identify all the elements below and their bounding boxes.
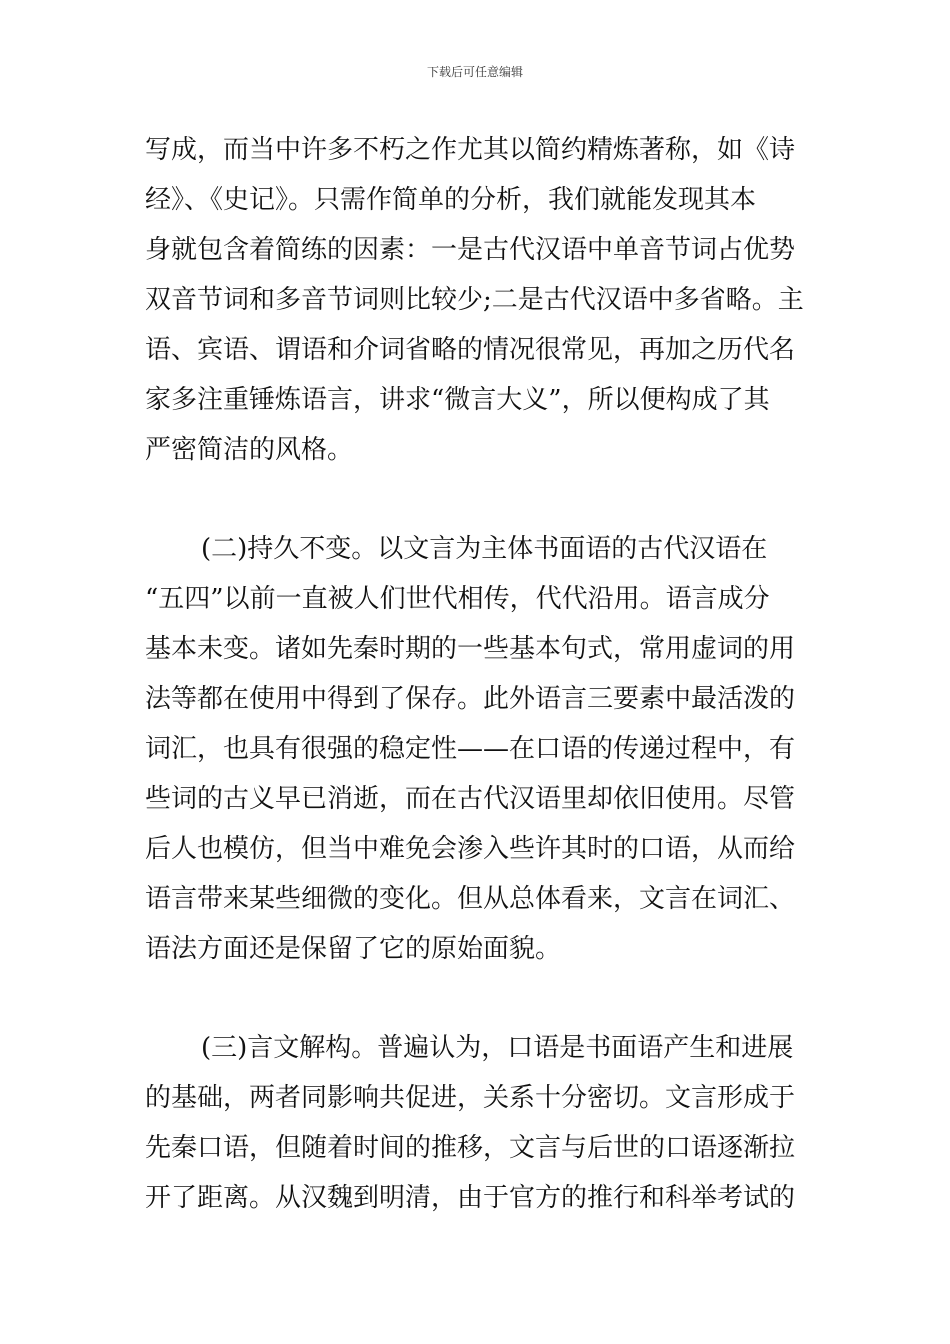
text-line-indented: (二)持久不变。以文言为主体书面语的古代汉语在 — [201, 534, 768, 564]
text-line: 法等都在使用中得到了保存。此外语言三要素中最活泼的 — [145, 684, 796, 714]
text-line: 身就包含着简练的因素：一是古代汉语中单音节词占优势 — [145, 235, 796, 265]
text-line: 语法方面还是保留了它的原始面貌。 — [145, 934, 562, 964]
text-line: 后人也模仿，但当中难免会渗入些许其时的口语，从而给 — [145, 834, 796, 864]
text-line: 的基础，两者同影响共促进，关系十分密切。文言形成于 — [145, 1083, 796, 1113]
paragraph-1 — [145, 125, 807, 475]
text-line: 先秦口语，但随着时间的推移，文言与后世的口语逐渐拉 — [145, 1133, 796, 1163]
text-line: 语、宾语、谓语和介词省略的情况很常见，再加之历代名 — [145, 335, 796, 365]
text-line: 语言带来某些细微的变化。但从总体看来，文言在词汇、 — [145, 884, 796, 914]
text-line: 双音节词和多音节词则比较少;二是古代汉语中多省略。主 — [145, 285, 804, 315]
text-line: 写成，而当中许多不朽之作尤其以简约精炼著称，如《诗 — [145, 135, 796, 165]
paragraph-3 — [145, 1023, 807, 1223]
document-body — [145, 125, 807, 1223]
text-line: 些词的古义早已消逝，而在古代汉语里却依旧使用。尽管 — [145, 784, 796, 814]
text-line: 家多注重锤炼语言，讲求“微言大义”，所以便构成了其 — [145, 385, 770, 415]
text-line: 词汇，也具有很强的稳定性——在口语的传递过程中，有 — [145, 734, 796, 764]
text-line: “五四”以前一直被人们世代相传，代代沿用。语言成分 — [145, 584, 770, 614]
text-line: 经》、《史记》。只需作简单的分析，我们就能发现其本 — [145, 185, 757, 215]
page-header: 下载后可任意编辑 — [426, 65, 523, 79]
text-line: 严密简洁的风格。 — [145, 435, 354, 465]
text-line: 基本未变。诸如先秦时期的一些基本句式，常用虚词的用 — [145, 634, 796, 664]
paragraph-gap — [145, 974, 807, 1023]
text-line-indented: (三)言文解构。普遍认为，口语是书面语产生和进展 — [201, 1033, 794, 1063]
paragraph-gap — [145, 475, 807, 524]
paragraph-2 — [145, 524, 807, 974]
text-line: 开了距离。从汉魏到明清，由于官方的推行和科举考试的 — [145, 1183, 796, 1213]
